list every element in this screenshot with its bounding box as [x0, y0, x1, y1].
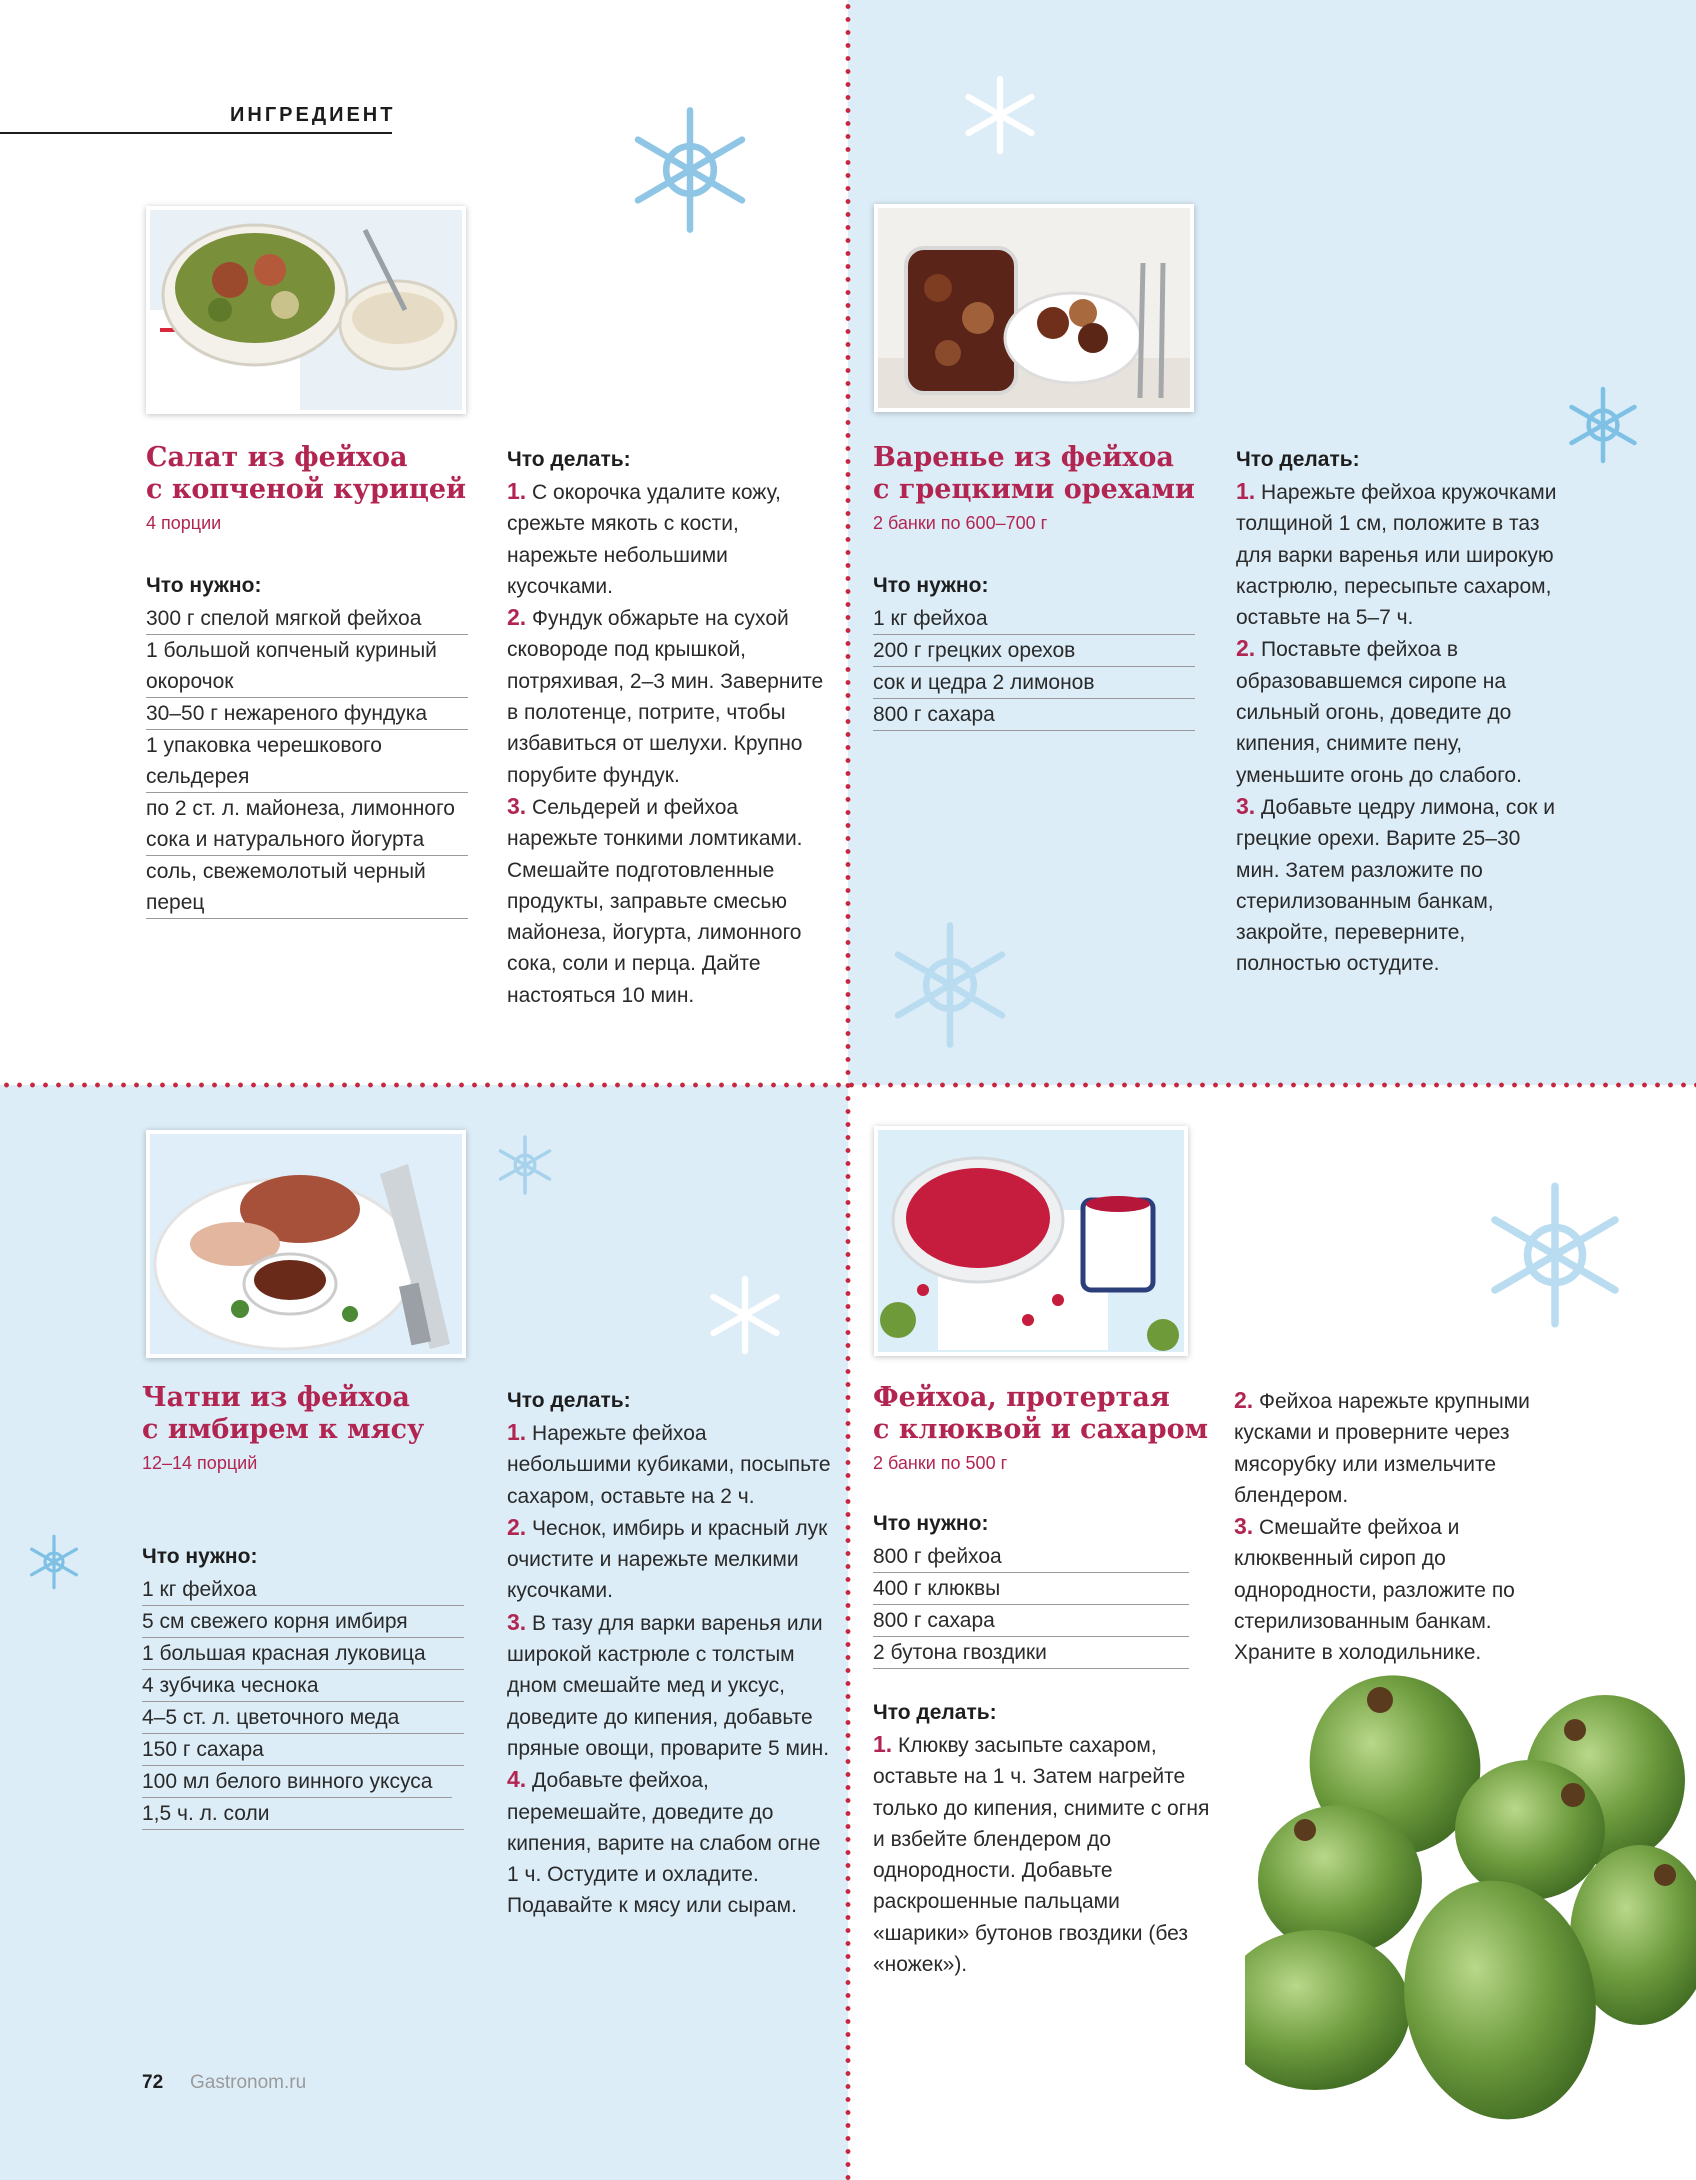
- ingredients-heading: Что нужно:: [146, 574, 262, 597]
- recipe-yield: 2 банки по 600–700 г: [873, 513, 1048, 533]
- ingredient-item: 2 бутона гвоздики: [873, 1637, 1189, 1669]
- step-text: Нарежьте фейхоа небольшими кубиками, посыпьте сахаром, оставьте на 2 ч.: [507, 1422, 831, 1508]
- step-number: 3.: [1236, 792, 1256, 819]
- steps-heading: Что делать:: [873, 1701, 997, 1724]
- steps-list: [873, 1729, 1213, 1980]
- steps-heading: Что делать:: [1236, 448, 1360, 471]
- recipe-yield: 2 банки по 500 г: [873, 1453, 1008, 1473]
- ingredient-item: 800 г сахара: [873, 699, 1195, 731]
- ingredient-item: 150 г сахара: [142, 1734, 464, 1766]
- step-number: 1.: [873, 1731, 893, 1757]
- snowflake-icon: [490, 1130, 560, 1200]
- ingredient-list: [873, 603, 1195, 731]
- ingredient-item: соль, свежемолотый черный перец: [146, 856, 468, 919]
- ingredient-item: 4–5 ст. л. цветочного меда: [142, 1702, 464, 1734]
- step-number: 3.: [507, 1608, 527, 1635]
- recipe-title: Фейхоа, протертая с клюквой и сахаром: [873, 1382, 1209, 1445]
- site-name: Gastronom.ru: [190, 2072, 307, 2093]
- ingredient-item: 1 большой копченый куриный окорочок: [146, 635, 468, 698]
- ingredient-item: 400 г клюквы: [873, 1573, 1189, 1605]
- step-number: 1.: [507, 1419, 527, 1445]
- step-text: Клюкву засыпьте сахаром, оставьте на 1 ч. Затем нагрейте только до кипения, снимите с огня и взбейте блендером до однородности. Добавьте раскрошенные пальцами «шарики» бутонов гвоздики (без «ножек»).: [873, 1734, 1210, 1977]
- horizontal-dotted-divider: [0, 1080, 1696, 1090]
- ingredient-item: 1 упаковка черешкового сельдерея: [146, 730, 468, 793]
- ingredient-item: 300 г спелой мягкой фейхоа: [146, 603, 468, 635]
- recipe-yield: 12–14 порций: [142, 1453, 258, 1473]
- steps-heading: Что делать:: [507, 1389, 631, 1412]
- step-text: Нарежьте фейхоа кружочками толщиной 1 см, положите в таз для варки варенья или широкую кастрюлю, пересыпьте сахаром, оставьте на 5–7 ч.: [1236, 481, 1557, 630]
- ingredient-item: 1,5 ч. л. соли: [142, 1798, 464, 1830]
- step-text: С окорочка удалите кожу, срежьте мякоть с кости, нарежьте небольшими кусочками.: [507, 481, 781, 598]
- ingredient-list: [142, 1574, 464, 1830]
- ingredient-item: 1 кг фейхоа: [873, 603, 1195, 635]
- steps-list: [507, 476, 832, 1011]
- step-number: 2.: [507, 604, 527, 631]
- ingredients-heading: Что нужно:: [873, 574, 989, 597]
- snowflake-icon: [1558, 380, 1648, 470]
- ingredient-item: 800 г фейхоа: [873, 1541, 1189, 1573]
- ingredient-item: 1 кг фейхоа: [142, 1574, 464, 1606]
- step-text: Смешайте фейхоа и клюквенный сироп до однородности, разложите по стерилизованным банкам. Храните в холодильнике.: [1234, 1516, 1515, 1665]
- ingredient-list: [146, 603, 468, 919]
- ingredient-item: 4 зубчика чеснока: [142, 1670, 464, 1702]
- chutney-photo: [146, 1130, 466, 1358]
- snowflake-icon: [625, 105, 755, 235]
- step-number: 1.: [507, 478, 527, 504]
- step-text: В тазу для варки варенья или широкой кастрюле с толстым дном смешайте мед и уксус, доведите до кипения, добавьте пряные овощи, проварите 5 мин.: [507, 1611, 830, 1760]
- step-text: Поставьте фейхоа в образовавшемся сиропе на сильный огонь, доведите до кипения, снимите пену, уменьшите огонь до слабого.: [1236, 638, 1522, 787]
- ingredient-item: 200 г грецких орехов: [873, 635, 1195, 667]
- feijoa-fruits-image: [1245, 1670, 1696, 2180]
- recipe-title: Чатни из фейхоа с имбирем к мясу: [142, 1382, 425, 1445]
- snowflake-icon: [1480, 1180, 1630, 1330]
- cranberry-photo: [874, 1126, 1188, 1356]
- recipe-title: Варенье из фейхоа с грецкими орехами: [873, 442, 1195, 505]
- step-number: 1.: [1236, 478, 1256, 504]
- ingredient-item: 100 мл белого винного уксуса: [142, 1766, 452, 1798]
- ingredient-item: 1 большая красная луковица: [142, 1638, 464, 1670]
- section-rubric: ИНГРЕДИЕНТ: [230, 104, 396, 126]
- ingredients-heading: Что нужно:: [873, 1512, 989, 1535]
- steps-list-continued: [1234, 1385, 1569, 1669]
- snowflake-icon: [955, 70, 1045, 160]
- ingredient-item: сок и цедра 2 лимонов: [873, 667, 1195, 699]
- step-text: Фундук обжарьте на сухой сковороде под крышкой, потряхивая, 2–3 мин. Заверните в полотенце, потрите, чтобы избавиться от шелухи. Крупно порубите фундук.: [507, 607, 824, 787]
- ingredient-item: по 2 ст. л. майонеза, лимонного сока и натурального йогурта: [146, 793, 468, 856]
- step-number: 2.: [1236, 635, 1256, 662]
- ingredient-item: 800 г сахара: [873, 1605, 1189, 1637]
- rubric-underline: [0, 132, 392, 134]
- snowflake-icon: [700, 1270, 790, 1360]
- recipe-yield: 4 порции: [146, 513, 222, 533]
- ingredient-list: [873, 1541, 1189, 1669]
- vertical-dotted-divider: [843, 0, 853, 2180]
- step-text: Добавьте фейхоа, перемешайте, доведите до кипения, варите на слабом огне 1 ч. Остудите и охладите. Подавайте к мясу или сырам.: [507, 1769, 821, 1918]
- step-text: Сельдерей и фейхоа нарежьте тонкими ломтиками. Смешайте подготовленные продукты, заправьте смесью майонеза, йогурта, лимонного сока, соли и перца. Дайте настояться 10 мин.: [507, 795, 803, 1007]
- page-number: 72: [142, 2072, 164, 2093]
- steps-list: [1236, 476, 1561, 980]
- step-text: Фейхоа нарежьте крупными кусками и проверните через мясорубку или измельчите блендером.: [1234, 1390, 1530, 1507]
- step-text: Чеснок, имбирь и красный лук очистите и нарежьте мелкими кусочками.: [507, 1516, 828, 1603]
- step-number: 2.: [507, 1513, 527, 1540]
- recipe-title: Салат из фейхоа с копченой курицей: [146, 442, 467, 505]
- step-number: 4.: [507, 1766, 527, 1793]
- jam-photo: [874, 204, 1194, 412]
- step-number: 3.: [507, 792, 527, 819]
- step-text: Добавьте цедру лимона, сок и грецкие орехи. Варите 25–30 мин. Затем разложите по стерилизованным банкам, закройте, переверните, полностью остудите.: [1236, 795, 1556, 976]
- steps-list: [507, 1417, 832, 1922]
- ingredients-heading: Что нужно:: [142, 1545, 258, 1568]
- ingredient-item: 30–50 г нежареного фундука: [146, 698, 468, 730]
- steps-heading: Что делать:: [507, 448, 631, 471]
- snowflake-icon: [885, 920, 1015, 1050]
- snowflake-icon: [22, 1530, 86, 1594]
- step-number: 2.: [1234, 1387, 1254, 1413]
- step-number: 3.: [1234, 1513, 1254, 1540]
- salad-photo: [146, 206, 466, 414]
- ingredient-item: 5 см свежего корня имбиря: [142, 1606, 464, 1638]
